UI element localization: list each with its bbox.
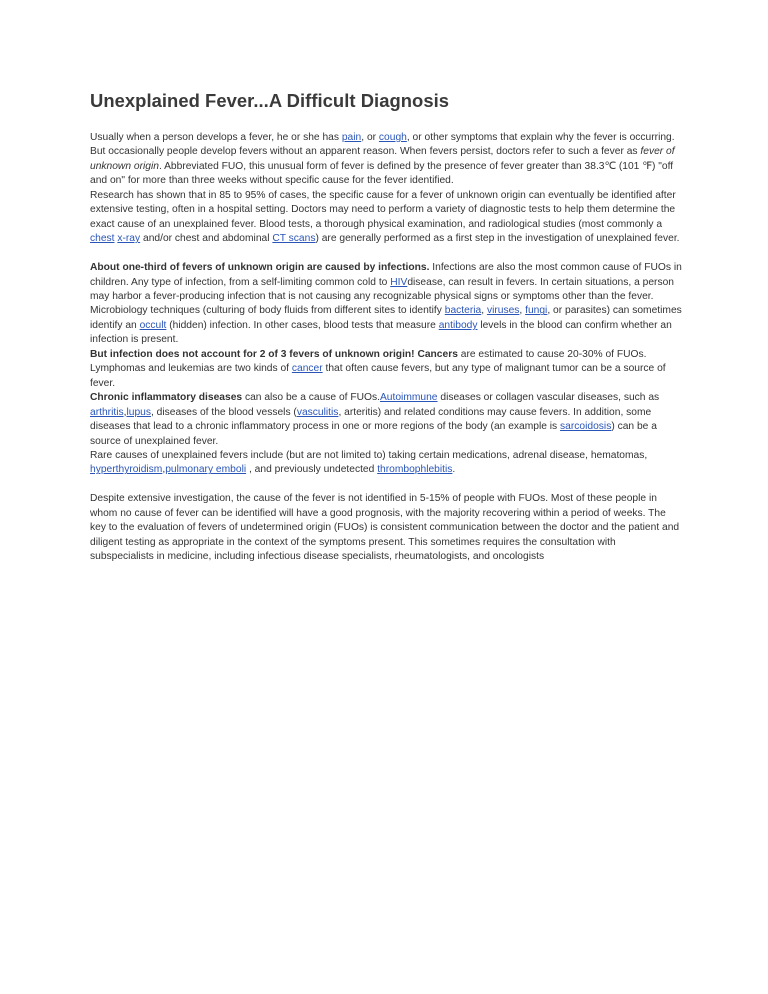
paragraph-rare-causes: Rare causes of unexplained fevers include (but are not limited to) taking certain medications, adrenal disease, hematomas, hyperthyroidism,pulmonary emboli , and previously undetected thrombophlebitis. xyxy=(90,450,648,476)
link-antibody[interactable]: antibody xyxy=(438,319,478,331)
bold-chronic-inflammatory: Chronic inflammatory diseases xyxy=(90,392,243,404)
paragraph-inflammatory: Chronic inflammatory diseases can also be a cause of FUOs.Autoimmune diseases or collagen vascular diseases, such as arthritis,lupus, diseases of the blood vessels (vasculitis, arteritis) and related conditions may cause fevers. In addition, some diseases that lead to a chronic inflammatory process in one or more regions of the body (an example is sarcoidosis) can be a source of unexplained fever. xyxy=(90,392,660,447)
link-bacteria[interactable]: bacteria xyxy=(444,305,482,317)
link-cancer[interactable]: cancer xyxy=(291,363,323,375)
link-cough[interactable]: cough xyxy=(378,132,407,143)
link-sarcoidosis[interactable]: sarcoidosis xyxy=(560,421,612,433)
article xyxy=(90,88,682,565)
link-ct-scans[interactable]: CT scans xyxy=(272,233,316,245)
link-viruses[interactable]: viruses xyxy=(486,305,520,317)
paragraph-research: Research has shown that in 85 to 95% of cases, the specific cause for a fever of unknown origin can eventually be identified after extensive testing, often in a hospital setting. Doctors may need to perform a variety of diagnostic tests to help them determine the exact cause of an unexplained fever. Blood tests, a thorough physical examination, and radiological studies (most commonly a chest x-ray and/or chest and abdominal CT scans) are generally performed as a first step in the investigation of unexplained fever. xyxy=(90,189,680,245)
bold-cancers: But infection does not account for 2 of 3 fevers of unknown origin! Cancers xyxy=(90,348,458,360)
link-autoimmune[interactable]: Autoimmune xyxy=(379,392,438,404)
link-x-ray[interactable]: x-ray xyxy=(117,233,141,245)
page-title: Unexplained Fever...A Difficult Diagnosis xyxy=(90,90,450,111)
paragraph-conclusion: Despite extensive investigation, the cause of the fever is not identified in 5-15% of people with FUOs. Most of these people in whom no cause of fever can be identified will have a good prognosis, with the majority recovering within a period of weeks. The key to the evaluation of fevers of undetermined origin (FUOs) is consistent communication between the doctor and the patient and diligent testing as appropriate in the context of the symptoms present. This sometimes requires the consultation with subspecialists in medicine, including infectious disease specialists, rheumatologists, and oncologists xyxy=(90,493,680,563)
paragraph-cancers: But infection does not account for 2 of 3 fevers of unknown origin! Cancers are estimated to cause 20-30% of FUOs. Lymphomas and leukemias are two kinds of cancer that often cause fevers, but any type of malignant tumor can be a source of fever. xyxy=(90,348,666,389)
link-lupus[interactable]: lupus xyxy=(126,406,151,418)
link-pain[interactable]: pain xyxy=(341,132,362,143)
link-vasculitis[interactable]: vasculitis xyxy=(296,406,339,418)
term-fuo: fever of unknown origin xyxy=(90,146,675,172)
link-thrombophlebitis[interactable]: thrombophlebitis xyxy=(377,464,453,476)
link-hiv[interactable]: HIV xyxy=(390,276,408,288)
link-arthritis[interactable]: arthritis xyxy=(90,406,124,418)
paragraph-infections: About one-third of fevers of unknown origin are caused by infections. Infections are also the most common cause of FUOs in children. Any type of infection, from a self-limiting common cold to HIVdisease, can result in fevers. In certain situations, a person may harbor a fever-producing infection that is not causing any recognizable physical signs or symptoms other than the fever. Microbiology techniques (culturing of body fluids from different sites to identify bacteria, viruses, fungi, or parasites) can sometimes identify an occult (hidden) infection. In other cases, blood tests that measure antibody levels in the blood can confirm whether an infection is present. xyxy=(90,262,682,346)
bold-infections: About one-third of fevers of unknown origin are caused by infections. xyxy=(90,262,430,274)
link-pulmonary-emboli[interactable]: pulmonary emboli xyxy=(165,464,247,476)
link-fungi[interactable]: fungi xyxy=(525,305,548,317)
link-occult[interactable]: occult xyxy=(139,319,167,331)
link-chest[interactable]: chest xyxy=(90,233,115,245)
link-hyperthyroidism[interactable]: hyperthyroidism xyxy=(90,464,163,476)
paragraph-intro: Usually when a person develops a fever, he or she has pain, or cough, or other symptoms that explain why the fever is occurring. But occasionally people develop fevers without an apparent reason. When fevers persist, doctors refer to such a fever as fever of unknown origin. Abbreviated FUO, this unusual form of fever is defined by the presence of fever greater than 38.3℃ (101 ℉) "off and on" for more than three weeks without specific cause for the fever identified. xyxy=(90,132,675,187)
